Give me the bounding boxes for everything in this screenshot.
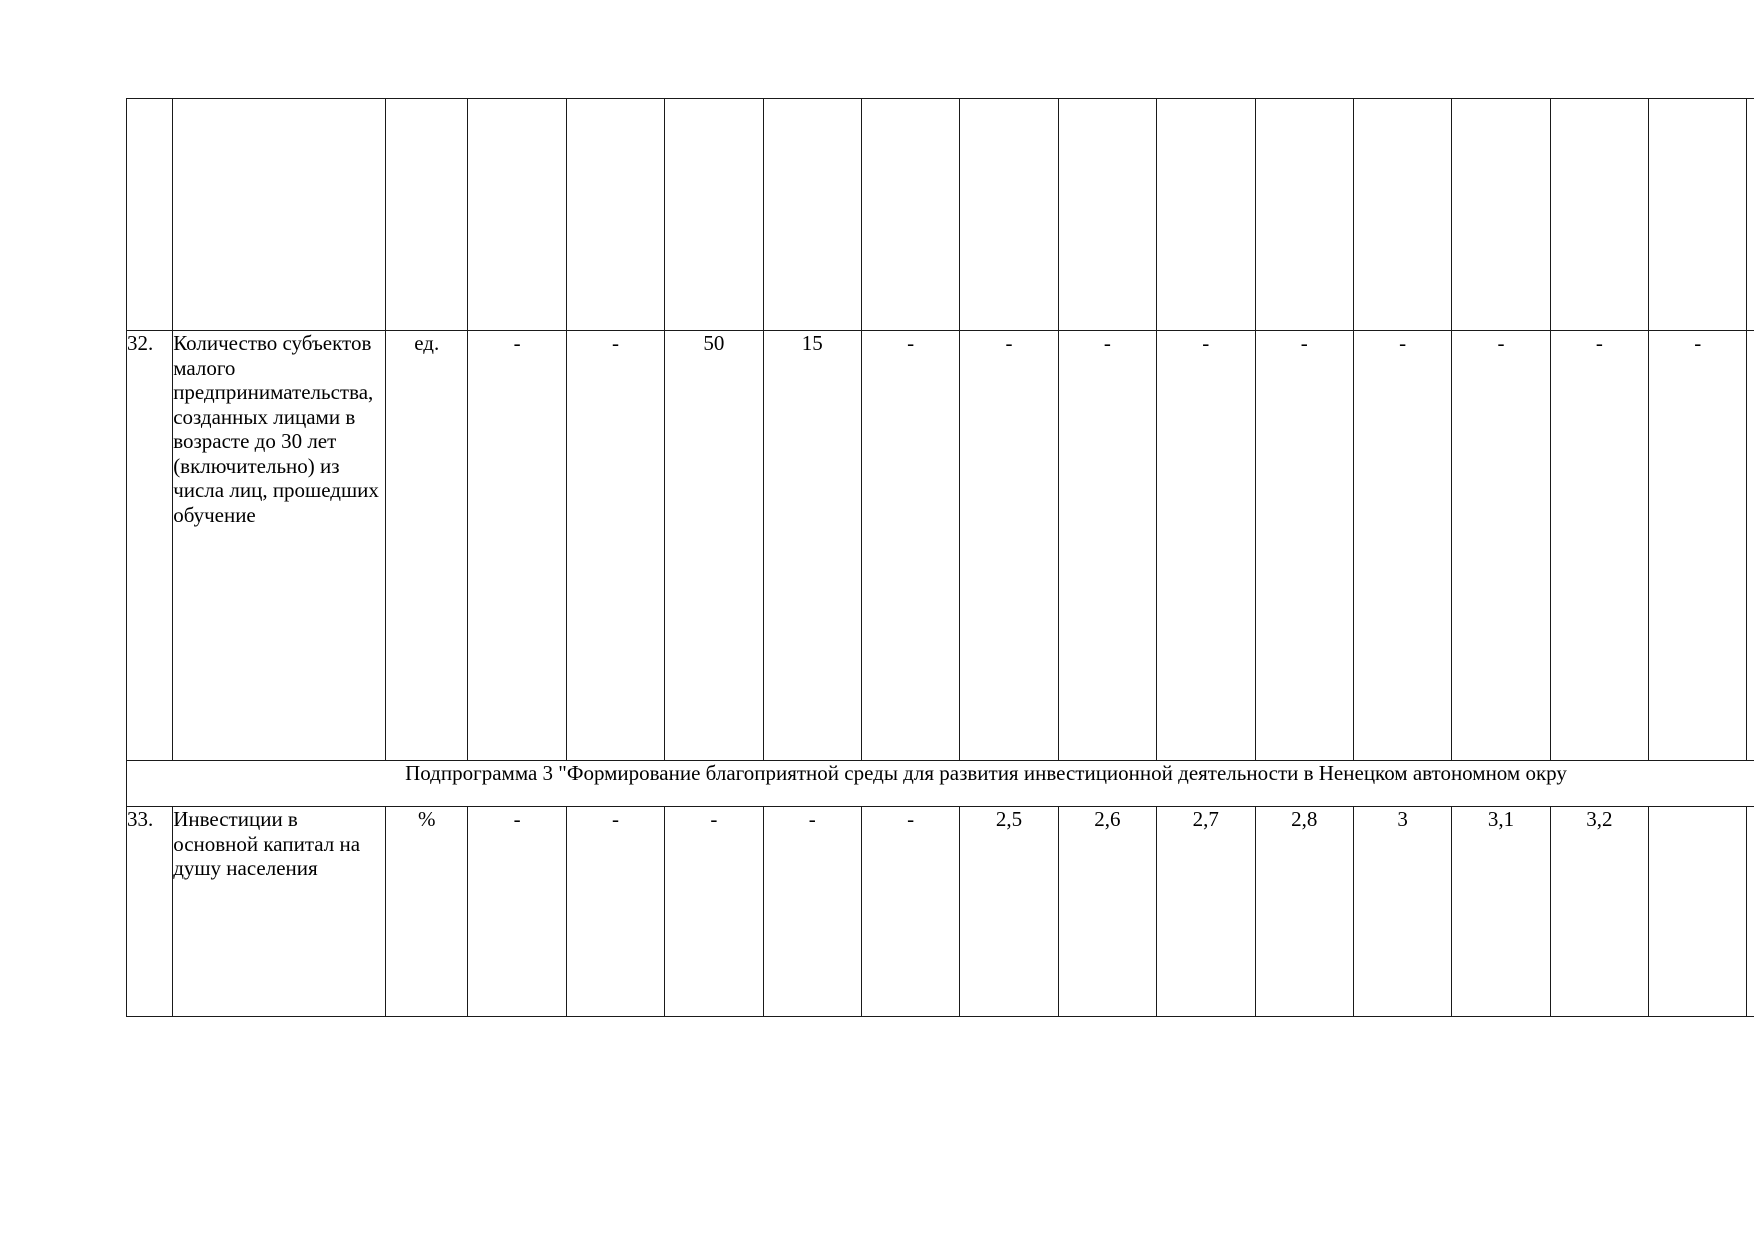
unit-cell: ед. — [386, 331, 468, 761]
value-cell: 15 — [763, 331, 861, 761]
value-cell: 3,2 — [1550, 807, 1648, 1017]
table-row — [127, 807, 1754, 1017]
indicators-table — [126, 98, 1754, 1017]
value-cell: 2,5 — [960, 807, 1058, 1017]
value-cell — [1058, 99, 1156, 331]
value-cell — [1747, 99, 1754, 331]
value-cell: - — [1353, 331, 1451, 761]
unit-cell — [386, 99, 468, 331]
value-cell — [861, 99, 959, 331]
value-cell — [1353, 99, 1451, 331]
row-number-cell — [127, 99, 173, 331]
value-cell: 2,8 — [1255, 807, 1353, 1017]
value-cell: - — [861, 807, 959, 1017]
value-cell: - — [468, 331, 566, 761]
value-cell — [1157, 99, 1255, 331]
value-cell: - — [960, 331, 1058, 761]
value-cell: - — [763, 807, 861, 1017]
value-cell: - — [861, 331, 959, 761]
value-cell: - — [1255, 331, 1353, 761]
value-cell — [665, 99, 763, 331]
value-cell — [1747, 331, 1754, 761]
value-cell: - — [1157, 331, 1255, 761]
table-row — [127, 99, 1754, 331]
value-cell — [1255, 99, 1353, 331]
value-cell: - — [1058, 331, 1156, 761]
value-cell: - — [1649, 331, 1747, 761]
indicator-name-cell: Инвестиции в основной капитал на душу населения — [173, 807, 386, 1017]
value-cell — [960, 99, 1058, 331]
value-cell: - — [468, 807, 566, 1017]
value-cell: 2,6 — [1058, 807, 1156, 1017]
row-number-cell: 32. — [127, 331, 173, 761]
value-cell — [1747, 807, 1754, 1017]
value-cell: - — [1452, 331, 1550, 761]
value-cell: - — [566, 331, 664, 761]
table-row — [127, 761, 1754, 807]
value-cell: 2,7 — [1157, 807, 1255, 1017]
table-container — [126, 98, 1754, 1017]
value-cell — [566, 99, 664, 331]
value-cell: - — [1550, 331, 1648, 761]
value-cell — [1452, 99, 1550, 331]
value-cell — [1649, 807, 1747, 1017]
value-cell: - — [665, 807, 763, 1017]
value-cell: 3,1 — [1452, 807, 1550, 1017]
value-cell: - — [566, 807, 664, 1017]
indicator-name-cell: Количество субъектов малого предпринимательства, созданных лицами в возрасте до 30 лет (включительно) из числа лиц, прошедших обучение — [173, 331, 386, 761]
subprogram-banner: Подпрограмма 3 "Формирование благоприятной среды для развития инвестиционной деятельности в Ненецком автономном окру — [127, 761, 1754, 807]
table-row — [127, 331, 1754, 761]
value-cell — [763, 99, 861, 331]
value-cell: 50 — [665, 331, 763, 761]
row-number-cell: 33. — [127, 807, 173, 1017]
unit-cell: % — [386, 807, 468, 1017]
indicator-name-cell — [173, 99, 386, 331]
value-cell — [1550, 99, 1648, 331]
value-cell: 3 — [1353, 807, 1451, 1017]
value-cell — [468, 99, 566, 331]
value-cell — [1649, 99, 1747, 331]
